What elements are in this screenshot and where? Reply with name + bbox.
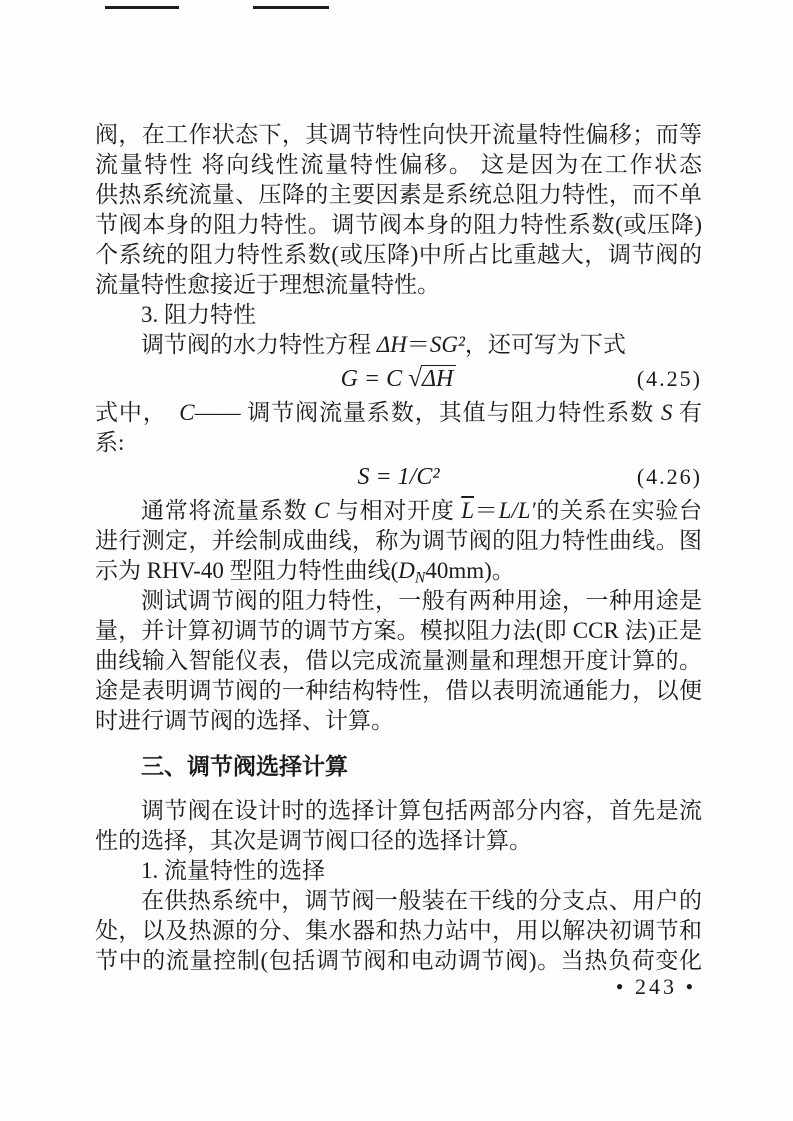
paragraph-line: 流量特性 将向线性流量特性偏移。 这是因为在工作状态 <box>95 152 702 177</box>
paragraph-line: 式中， C—— 调节阀流量系数，其值与阻力特性系数 S 有 <box>95 400 702 425</box>
section-heading: 1. 流量特性的选择 <box>141 858 325 883</box>
paragraph-line: 供热系统流量、压降的主要因素是系统总阻力特性，而不单 <box>95 182 702 207</box>
paragraph-line: 性的选择，其次是调节阀口径的选择计算。 <box>95 828 532 853</box>
formula-line: G = C √ΔH (4.25) <box>95 360 702 398</box>
paragraph-line: 在供热系统中，调节阀一般装在干线的分支点、用户的 <box>141 888 702 913</box>
section-heading: 3. 阻力特性 <box>141 302 256 327</box>
paragraph-line: 途是表明调节阀的一种结构特性，借以表明流通能力，以便 <box>95 678 702 703</box>
paragraph-line: 流量特性愈接近于理想流量特性。 <box>95 272 440 297</box>
section-heading-bold: 三、调节阀选择计算 <box>141 754 348 779</box>
paragraph-line: 处，以及热源的分、集水器和热力站中，用以解决初调节和 <box>95 918 702 943</box>
paragraph-line: 曲线输入智能仪表，借以完成流量测量和理想开度计算的。 <box>95 648 702 673</box>
paragraph-line: 个系统的阻力特性系数(或压降)中所占比重越大，调节阀的 <box>95 242 702 267</box>
paragraph-line: 测试调节阀的阻力特性，一般有两种用途，一种用途是 <box>141 588 702 613</box>
header-rule-left <box>105 6 179 9</box>
header-rule-right <box>253 6 329 9</box>
paragraph-line: 节阀本身的阻力特性。调节阀本身的阻力特性系数(或压降) <box>95 212 702 237</box>
equation-number: (4.26) <box>636 464 702 489</box>
page-body <box>95 120 702 976</box>
paragraph-line: 通常将流量系数 C 与相对开度 $\overline{L}=L/L'$的关系在实验台 <box>141 498 702 523</box>
paragraph-line: 时进行调节阀的选择、计算。 <box>95 708 394 733</box>
paragraph-line: 调节阀在设计时的选择计算包括两部分内容，首先是流 <box>141 798 702 823</box>
paragraph-line: 示为 RHV-40 型阻力特性曲线(DN40mm)。 <box>95 558 515 587</box>
formula-line: S = 1/C² (4.26) <box>95 458 702 496</box>
paragraph-line: 量，并计算初调节的调节方案。模拟阻力法(即 CCR 法)正是 <box>95 618 702 643</box>
paragraph-line: 系: <box>95 430 125 455</box>
equation-number: (4.25) <box>636 366 702 391</box>
paragraph-line: 节中的流量控制(包括调节阀和电动调节阀)。当热负荷变化 <box>95 948 702 973</box>
paragraph-line: 调节阀的水力特性方程 ΔH＝SG²，还可写为下式 <box>141 332 626 357</box>
page-number: • 243 • <box>615 974 697 999</box>
paragraph-line: 进行测定，并绘制成曲线，称为调节阀的阻力特性曲线。图 <box>95 528 702 553</box>
paragraph-line: 阀，在工作状态下，其调节特性向快开流量特性偏移；而等 <box>95 122 702 147</box>
sqrt-icon: √ <box>408 365 422 392</box>
